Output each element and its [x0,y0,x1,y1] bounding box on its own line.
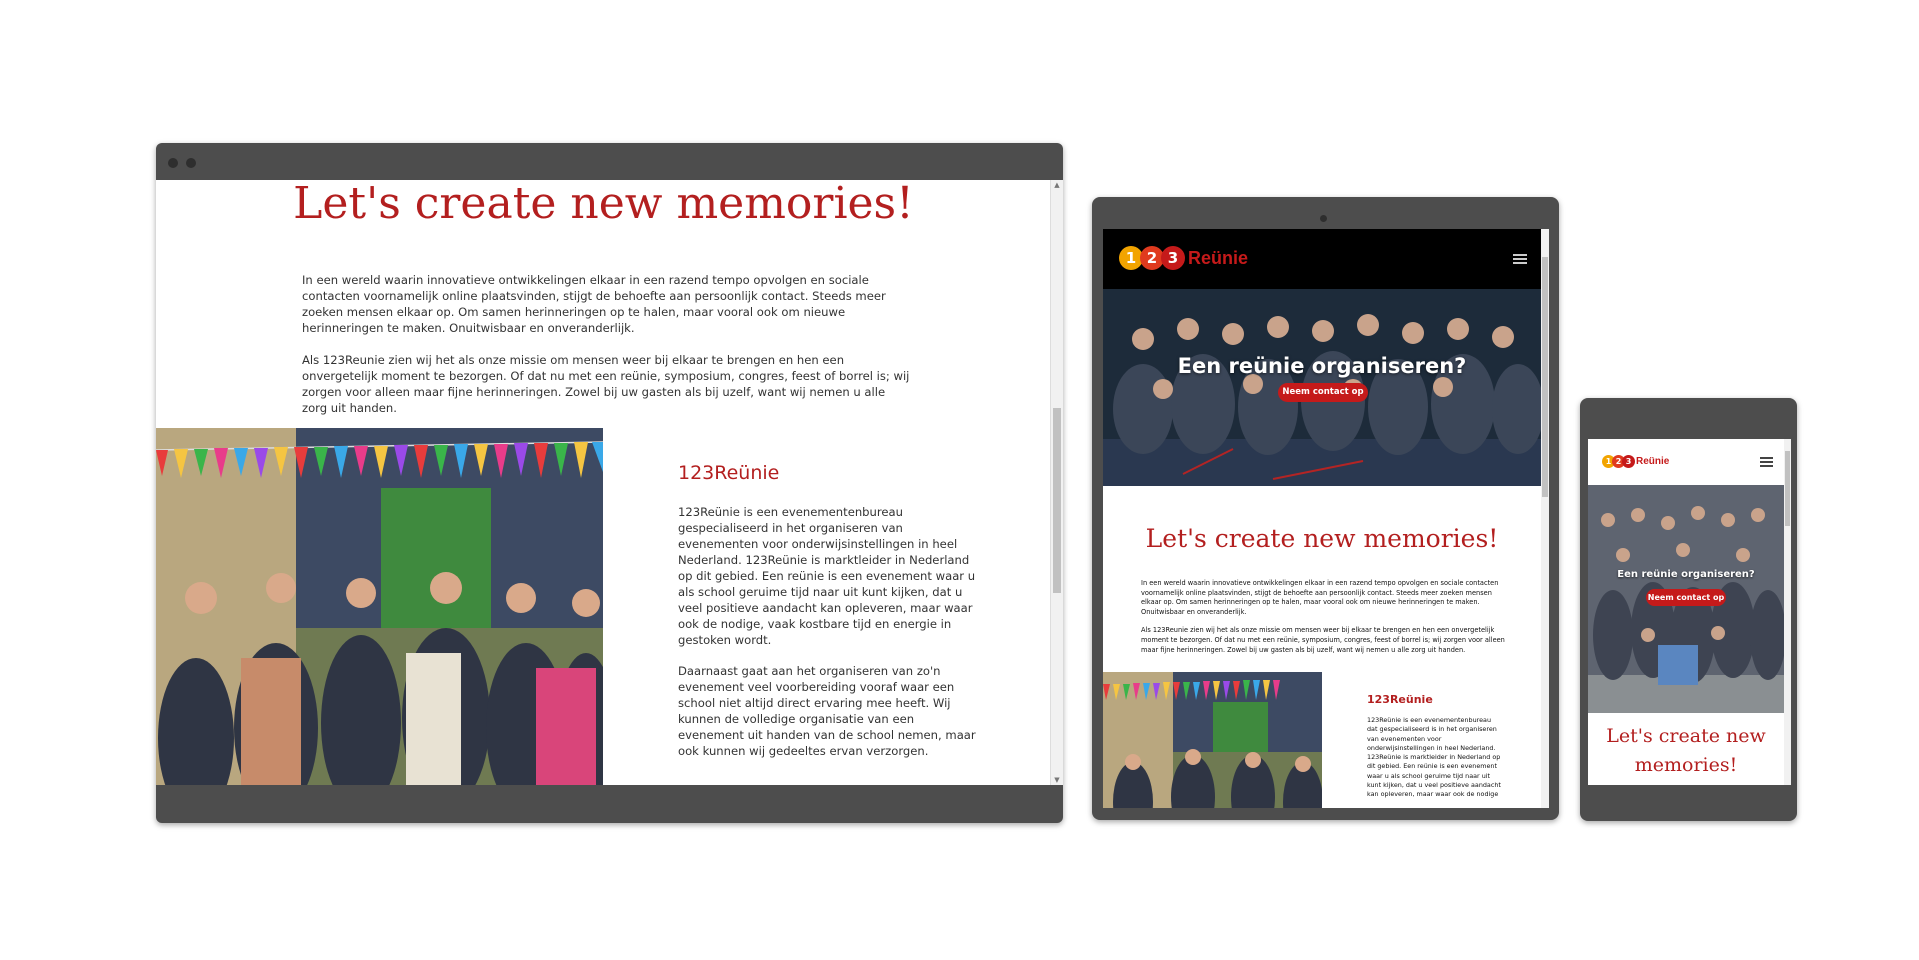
scrollbar[interactable] [1050,180,1063,785]
hamburger-icon[interactable] [1513,254,1527,264]
hamburger-icon[interactable] [1760,457,1773,467]
intro-paragraph: Als 123Reunie zien wij het als onze missie om mensen weer bij elkaar te brengen en hen een onvergetelijk moment te bezorgen. Of dat nu met een reünie, symposium, congres, feest of borrel is; wij zorgen voor alleen maar fijne herinneringen. Zowel bij uw gasten als bij uzelf, want wij nemen u alle zorg uit handen. [302,353,910,415]
about-section [1367,693,1502,800]
section-paragraph: 123Reünie is een evenementenbureau gespecialiseerd in het organiseren van evenementen voor onderwijsinstellingen in heel Nederland. 123Reünie is marktleider in Nederland op dit gebied. Een reünie is een evenement waar u als school geruime tijd naar uit kunt kijken, dat u veel positieve aandacht kan opleveren, maar waar ook de nodige, vaak kostbare tijd en energie in gestoken wordt. [678,505,976,647]
section-paragraph: Daarnaast gaat aan het organiseren van zo'n evenement veel voorbereiding vooraf waar een school niet altijd direct ervaring mee heeft. Wij kunnen de volledige organisatie van een evenement uit handen van de school nemen, maar ook kunnen wij gedeeltes ervan verzorgen. [678,664,976,758]
scrollbar-thumb[interactable] [1542,257,1548,497]
scrollbar-thumb[interactable] [1785,451,1790,526]
hero-title: Een reünie organiseren? [1617,569,1755,580]
party-photo [1103,672,1322,808]
scrollbar[interactable] [1784,439,1791,785]
navbar [1588,439,1784,485]
page-title: Let's create new memories! [1145,524,1499,553]
tablet-screen [1103,229,1549,808]
scroll-down-icon[interactable]: ▼ [1054,776,1060,784]
contact-button[interactable]: Neem contact op [1646,589,1726,606]
camera-dot [1320,215,1327,222]
logo-text: Reünie [1636,456,1670,467]
intro-text [1141,579,1511,664]
about-section [678,462,978,774]
party-photo [156,428,603,785]
page-title: Let's create new memories! [1606,725,1766,776]
logo-ball: 3 [1622,455,1635,468]
window-dot [186,158,196,168]
intro-paragraph: In een wereld waarin innovatieve ontwikkelingen elkaar in een razend tempo opvolgen en sociale contacten voornamelijk online plaatsvinden, stijgt de behoefte aan persoonlijk contact. Steeds meer zoeken mensen elkaar op. Om samen herinneringen op te halen, maar vooral ook om nieuwe herinneringen te maken. Onuitwisbaar en onveranderlijk. [302,273,886,335]
scrollbar-thumb[interactable] [1053,408,1061,593]
intro-paragraph: In een wereld waarin innovatieve ontwikkelingen elkaar in een razend tempo opvolgen en sociale contacten voornamelijk online plaatsvinden, stijgt de behoefte aan persoonlijk contact. Steeds meer zoeken mensen elkaar op. Om samen herinneringen op te halen, maar vooral ook om nieuwe herinneringen te maken. Onuitwisbaar en onveranderlijk. [1141,579,1499,616]
hero-banner [1588,485,1784,713]
logo-ball: 2 [1140,246,1164,270]
phone-screen [1588,439,1791,785]
page-title: Let's create new memories! [293,180,914,229]
tablet-mockup [1092,197,1559,820]
contact-button[interactable]: Neem contact op [1278,383,1368,402]
navbar [1103,229,1541,289]
section-heading: 123Reünie [1367,693,1433,706]
logo-ball: 2 [1612,455,1625,468]
phone-mockup [1580,398,1797,821]
logo-text: Reünie [1188,247,1249,268]
logo[interactable] [1119,246,1248,270]
section-paragraph: 123Reünie is een evenementenbureau dat gespecialiseerd is in het organiseren van evenementen voor onderwijsinstellingen in heel Nederland. 123Reünie is marktleider in Nederland op dit gebied. Een reünie is een evenement waar u als school geruime tijd naar uit kunt kijken, dat u veel positieve aandacht kan opleveren, maar waar ook de nodige [1367,716,1501,799]
desktop-mockup [156,143,1063,823]
section-heading: 123Reünie [678,462,780,484]
desktop-screen [156,180,1063,785]
intro-paragraph: Als 123Reunie zien wij het als onze missie om mensen weer bij elkaar te brengen en hen een onvergetelijk moment te bezorgen. Of dat nu met een reünie, symposium, congres, feest of borrel is; wij zorgen voor alleen maar fijne herinneringen. Zowel bij uw gasten als bij uzelf, want wij nemen u alle zorg uit handen. [1141,626,1505,654]
hero-title: Een reünie organiseren? [1177,354,1467,378]
hero-banner [1103,289,1541,486]
scrollbar[interactable] [1541,229,1549,808]
window-dot [168,158,178,168]
logo-ball: 3 [1161,246,1185,270]
intro-text [302,272,912,432]
logo-ball: 1 [1602,455,1615,468]
logo[interactable] [1602,455,1669,468]
scroll-up-icon[interactable]: ▲ [1054,181,1060,189]
logo-ball: 1 [1119,246,1143,270]
